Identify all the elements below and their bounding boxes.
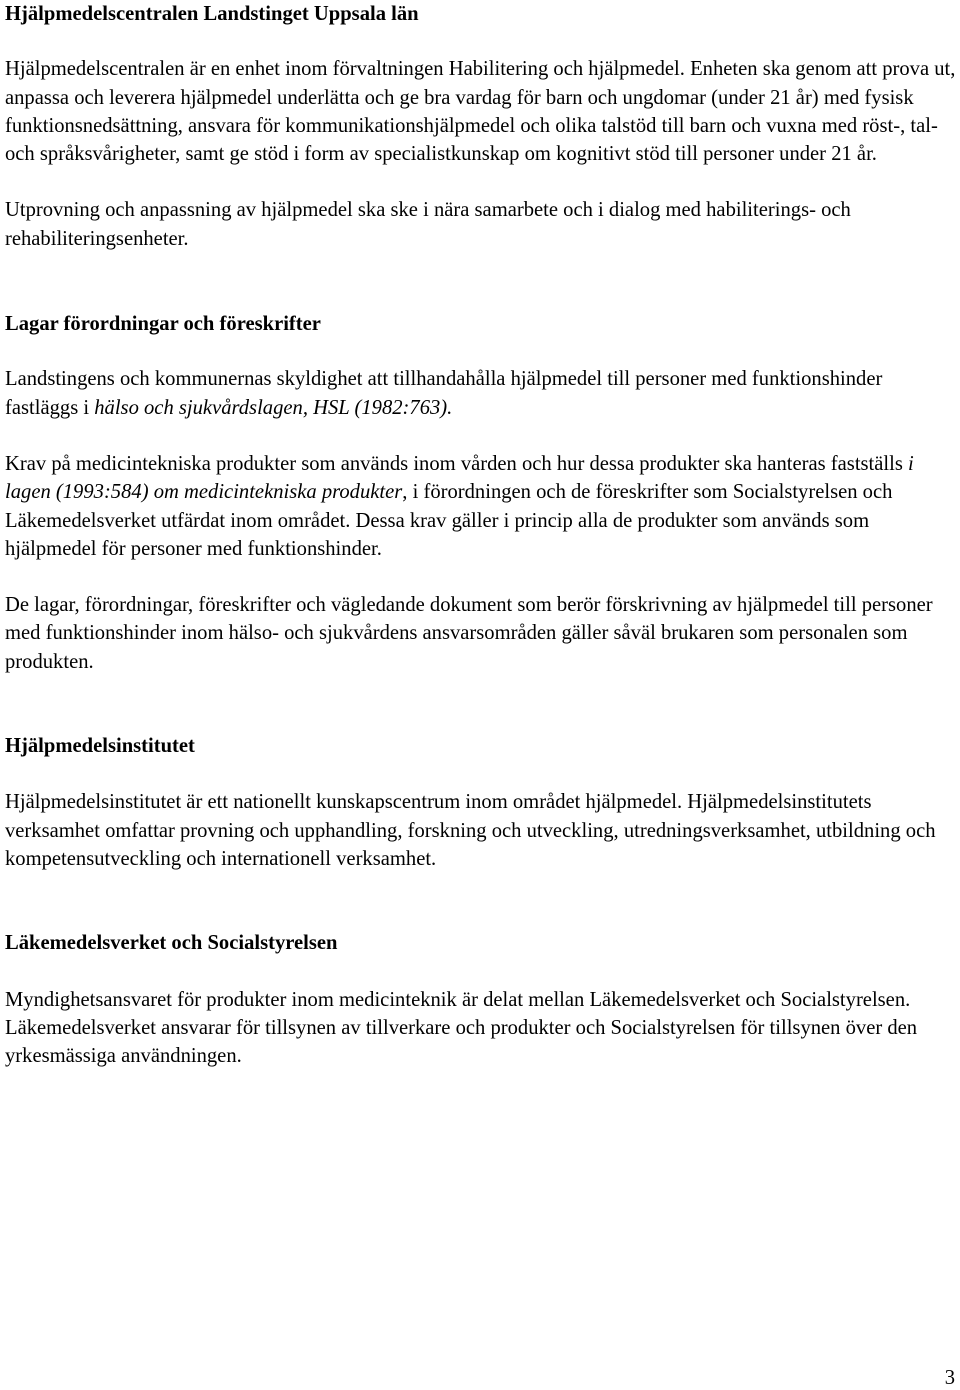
paragraph-utprovning: Utprovning och anpassning av hjälpmedel ska ske i nära samarbete och i dialog med habiliterings- och rehabiliteringsenheter. — [5, 199, 851, 250]
paragraph-krav-text-before: Krav på medicintekniska produkter som används inom vården och hur dessa produkter ska hanteras fastställs — [5, 452, 909, 475]
section-heading-hjalpmedelscentralen: Hjälpmedelscentralen Landstinget Uppsala län — [5, 3, 419, 25]
section-heading-lakemedelsverket: Läkemedelsverket och Socialstyrelsen — [5, 932, 338, 955]
paragraph-krav-text-after: , i förordningen och de föreskrifter som Socialstyrelsen och Läkemedelsverket utfärdat inom området. Dessa krav gäller i princip alla de produkter som används som hjälpmedel för personer med funktionshinder. — [5, 481, 893, 560]
section-heading-lagar: Lagar förordningar och föreskrifter — [5, 313, 321, 336]
paragraph-skyldighet-text: Landstingens och kommunernas skyldighet att tillhandahålla hjälpmedel till personer med funktionshinder fastläggs i — [5, 368, 883, 419]
hsl-reference: hälso och sjukvårdslagen, HSL (1982:763). — [94, 396, 453, 419]
section-heading-hjalpmedelsinstitutet: Hjälpmedelsinstitutet — [5, 735, 195, 758]
paragraph-krav — [5, 450, 957, 563]
paragraph-lagar-forordningar: De lagar, förordningar, föreskrifter och vägledande dokument som berör förskrivning av hjälpmedel till personer med funktionshinder inom hälso- och sjukvårdens ansvarsområden gäller såväl brukaren som personalen som produkten. — [5, 594, 933, 673]
paragraph-myndighetsansvar: Myndighetsansvaret för produkter inom medicinteknik är delat mellan Läkemedelsverket och Socialstyrelsen. Läkemedelsverket ansvarar för tillsynen av tillverkare och produkter och Socialstyrelsen för tillsynen över den yrkesmässiga användningen. — [5, 988, 918, 1068]
document-page — [5, 0, 957, 1070]
paragraph-skyldighet — [5, 365, 957, 422]
page-number: 3 — [944, 1367, 955, 1389]
paragraph-hjalpmedelscentralen-intro: Hjälpmedelscentralen är en enhet inom förvaltningen Habilitering och hjälpmedel. Enheten ska genom att prova ut, anpassa och leverera hjälpmedel underlätta och ge bra vardag för barn och ungdomar (under 21 år) med fysisk funktionsnedsättning, ansvara för kommunikationshjälpmedel och olika talstöd till barn och vuxna med röst-, tal- och språksvårigheter, samt ge stöd i form av specialistkunskap om kognitivt stöd till personer under 21 år. — [5, 58, 956, 166]
lagen-reference: i lagen (1993:584) om medicintekniska produkter — [5, 452, 914, 504]
paragraph-hjalpmedelsinstitutet: Hjälpmedelsinstitutet är ett nationellt kunskapscentrum inom området hjälpmedel. Hjälpmedelsinstitutets verksamhet omfattar provning och upphandling, forskning och utveckling, utredningsverksamhet, utbildning och kompetensutveckling och internationell verksamhet. — [5, 791, 936, 870]
